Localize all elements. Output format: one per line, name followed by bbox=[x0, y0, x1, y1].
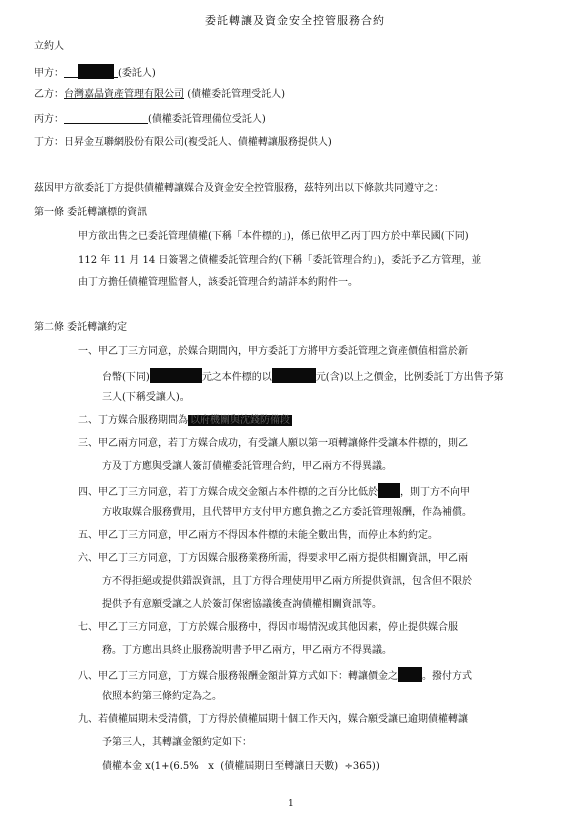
currency-label: 台幣(下同) bbox=[102, 372, 150, 383]
parties-header: 立約人 bbox=[34, 41, 64, 52]
party-a-name-redaction bbox=[78, 64, 114, 79]
article-2-item-8-line bbox=[78, 667, 472, 684]
article-2-item-7-line: 務。丁方應出具終止服務說明書予甲乙兩方，甲乙兩方不得異議。 bbox=[102, 645, 392, 656]
transfer-amount-formula: 債權本金 x(1+(6.5% x (債權屆期日至轉讓日天數) ÷365)) bbox=[102, 761, 380, 772]
document-title: 委託轉讓及資金安全控管服務合約 bbox=[205, 14, 385, 27]
article-2-item-3-line: 三、甲乙兩方同意，若丁方媒合成功，有受讓人願以第一項轉讓條件受讓本件標的，則乙 bbox=[78, 438, 468, 449]
article-2-item-4-line: 方收取媒合服務費用，且代替甲方支付甲方應負擔之乙方委託管理報酬，作為補償。 bbox=[102, 507, 472, 518]
party-b-line bbox=[34, 88, 285, 102]
party-b-role: (債權委託管理受託人) bbox=[187, 89, 285, 100]
article-2-item-4-line bbox=[78, 483, 470, 500]
article-2-item-7-line: 七、甲乙丁三方同意，丁方於媒合服務中，得因市場情況或其他因素，停止提供媒合服 bbox=[78, 622, 458, 633]
item-1-text: 元(含)以上之價金，比例委託丁方出售予第 bbox=[315, 372, 504, 383]
fee-rate-redaction bbox=[398, 667, 422, 682]
price-redaction bbox=[272, 368, 316, 383]
item-8-text: 。撥付方式 bbox=[422, 671, 472, 682]
item-1-text: 元之本件標的以 bbox=[201, 372, 272, 383]
party-a-name-blank bbox=[64, 66, 78, 78]
article-2-item-8-line: 依照本約第三條約定為之。 bbox=[102, 691, 222, 702]
item-4-text: 四、甲乙丁三方同意，若丁方媒合成交金額占本件標的之百分比低於 bbox=[78, 487, 378, 498]
article-2-item-6-line: 方不得拒絕或提供錯誤資訊，且丁方得合理使用甲乙兩方所提供資訊，包含但不限於 bbox=[102, 576, 472, 587]
item-8-text: 八、甲乙丁三方同意，丁方媒合服務報酬金額計算方式如下：轉讓價金之 bbox=[78, 671, 398, 682]
party-c-line bbox=[34, 112, 266, 127]
item-4-text: ，則丁方不向甲 bbox=[400, 487, 470, 498]
party-a-line bbox=[34, 64, 156, 81]
party-d-line: 丁方：日昇金互聯網股份有限公司(複受託人、債權轉讓服務提供人) bbox=[34, 137, 332, 148]
article-2-item-1-line bbox=[102, 368, 504, 385]
article-2-item-3-line: 方及丁方應與受讓人簽訂債權委託管理合約，甲乙兩方不得異議。 bbox=[102, 461, 392, 472]
article-2-item-2-line bbox=[78, 414, 292, 428]
party-a-prefix: 甲方： bbox=[34, 68, 64, 79]
article-2-item-6-line: 提供予有意願受讓之人於簽訂保密協議後查詢債權相關資訊等。 bbox=[102, 599, 382, 610]
party-b-name: 台灣嘉晶資產管理有限公司 bbox=[64, 89, 184, 100]
party-c-name-blank bbox=[64, 112, 148, 124]
service-period-redaction: 以府機關與沈錢防備段 bbox=[190, 415, 290, 426]
asset-value-redaction bbox=[150, 368, 202, 383]
preamble: 茲因甲方欲委託丁方提供債權轉讓媒合及資金安全控管服務，茲特列出以下條款共同遵守之： bbox=[34, 183, 444, 194]
article-2-item-9-line: 九、若債權屆期未受清償，丁方得於債權屆期十個工作天內，媒合願受讓已逾期債權轉讓 bbox=[78, 714, 468, 725]
article-1-line: 112 年 11 月 14 日簽署之債權委託管理合約(下稱「委託管理合約」)，委託予乙方管理，並 bbox=[78, 255, 482, 266]
article-2-item-6-line: 六、甲乙丁三方同意，丁方因媒合服務業務所需，得要求甲乙兩方提供相關資訊，甲乙兩 bbox=[78, 553, 468, 564]
page-number: 1 bbox=[288, 799, 294, 809]
article-2-item-1-line: 一、甲乙丁三方同意，於媒合期間內，甲方委託丁方將甲方委託管理之資產價值相當於新 bbox=[78, 346, 468, 357]
article-2-item-5-line: 五、甲乙丁三方同意，甲乙兩方不得因本件標的未能全數出售，而停止本約約定。 bbox=[78, 530, 438, 541]
party-a-role: (委託人) bbox=[118, 68, 156, 79]
party-c-role: (債權委託管理備位受託人) bbox=[148, 114, 266, 125]
party-c-prefix: 丙方： bbox=[34, 114, 64, 125]
article-2-heading: 第二條 委託轉讓約定 bbox=[34, 322, 128, 333]
percentage-redaction bbox=[378, 483, 400, 498]
article-2-item-1-line: 三人(下稱受讓人)。 bbox=[102, 392, 190, 403]
article-1-line: 由丁方擔任債權管理監督人，該委託管理合約請詳本約附件一。 bbox=[78, 277, 358, 288]
item-2-text: 二、丁方媒合服務期間為 bbox=[78, 415, 188, 426]
article-1-heading: 第一條 委託轉讓標的資訊 bbox=[34, 207, 148, 218]
party-b-prefix: 乙方： bbox=[34, 89, 64, 100]
article-2-item-9-line: 予第三人，其轉讓金額約定如下： bbox=[102, 737, 252, 748]
article-1-line: 甲方欲出售之已委託管理債權(下稱「本件標的」)，係已依甲乙丙丁四方於中華民國(下同) bbox=[78, 231, 469, 242]
